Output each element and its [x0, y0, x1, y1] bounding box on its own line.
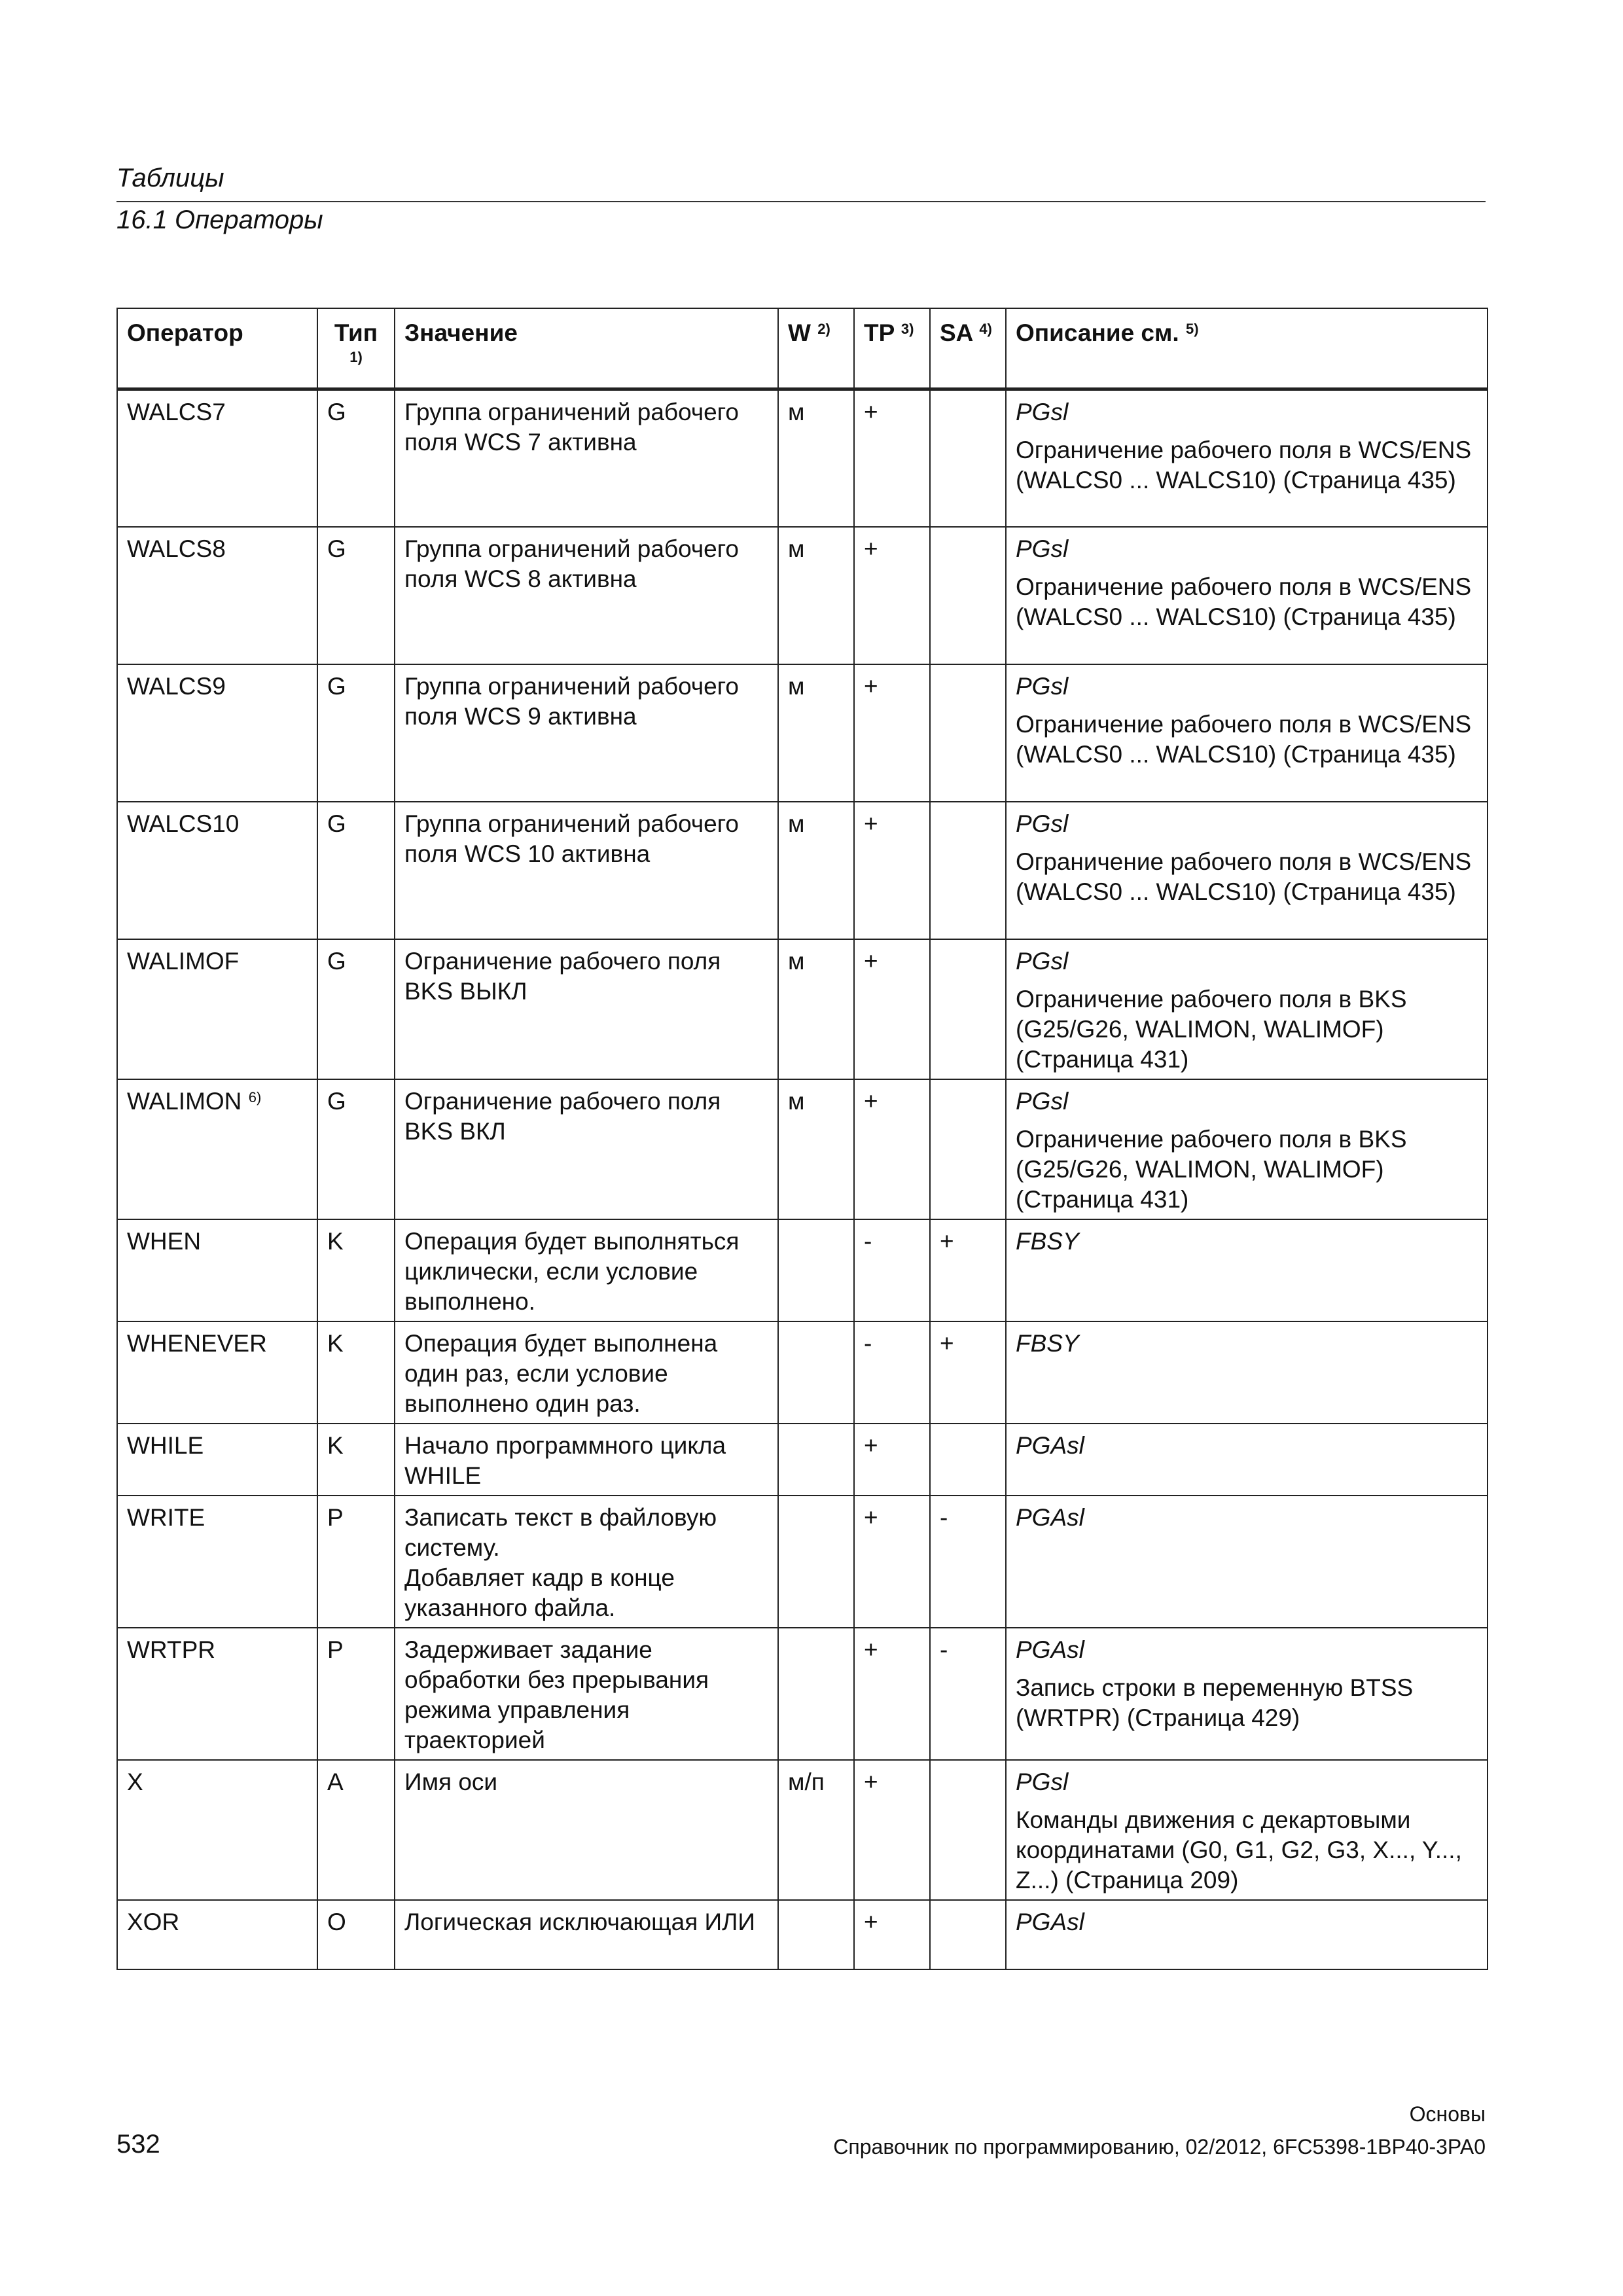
- w-cell: м: [778, 1079, 854, 1219]
- type-cell: P: [317, 1496, 395, 1628]
- description-cell: [1006, 939, 1488, 1079]
- table-header-row: [117, 308, 1488, 389]
- tp-cell: +: [854, 1079, 930, 1219]
- operator-cell: WALIMOF: [117, 939, 317, 1079]
- table-row: [117, 1628, 1488, 1760]
- tp-cell: +: [854, 1760, 930, 1900]
- description-cell: [1006, 1628, 1488, 1760]
- meaning-cell: Группа ограничений рабочего поля WCS 9 активна: [395, 664, 778, 802]
- reference-manual: PGsl: [1016, 947, 1069, 975]
- table-row: [117, 802, 1488, 939]
- operator-cell: WALCS7: [117, 389, 317, 527]
- description-cell: [1006, 1900, 1488, 1969]
- header-rule: [116, 201, 1486, 202]
- reference-manual: PGAsl: [1016, 1908, 1084, 1935]
- operator-cell: WALCS10: [117, 802, 317, 939]
- reference-manual: PGsl: [1016, 535, 1069, 562]
- tp-cell: +: [854, 527, 930, 664]
- reference-manual: PGsl: [1016, 810, 1069, 837]
- w-cell: м: [778, 802, 854, 939]
- tp-cell: +: [854, 939, 930, 1079]
- table-row: [117, 1900, 1488, 1969]
- operator-cell: XOR: [117, 1900, 317, 1969]
- reference-manual: PGsl: [1016, 1087, 1069, 1115]
- type-cell: G: [317, 939, 395, 1079]
- tp-cell: +: [854, 389, 930, 527]
- w-cell: м: [778, 939, 854, 1079]
- description-cell: [1006, 1219, 1488, 1321]
- table-row: [117, 1079, 1488, 1219]
- table-row: [117, 527, 1488, 664]
- chapter-title: Таблицы: [116, 164, 224, 192]
- meaning-cell: Группа ограничений рабочего поля WCS 8 активна: [395, 527, 778, 664]
- table-row: [117, 1424, 1488, 1496]
- reference-manual: PGsl: [1016, 672, 1069, 700]
- tp-cell: -: [854, 1321, 930, 1424]
- type-cell: G: [317, 527, 395, 664]
- sa-cell: +: [930, 1219, 1006, 1321]
- w-cell: [778, 1628, 854, 1760]
- operator-cell: WHILE: [117, 1424, 317, 1496]
- sa-cell: [930, 1424, 1006, 1496]
- reference-manual: PGsl: [1016, 399, 1069, 425]
- sa-cell: [930, 802, 1006, 939]
- table-row: [117, 1760, 1488, 1900]
- sa-cell: [930, 389, 1006, 527]
- reference-link[interactable]: Ограничение рабочего поля в BKS (G25/G26, WALIMON, WALIMOF) (Страница 431): [1016, 985, 1407, 1073]
- meaning-cell: Группа ограничений рабочего поля WCS 7 активна: [395, 389, 778, 527]
- table-row: [117, 389, 1488, 527]
- meaning-cell: Ограничение рабочего поля BKS ВКЛ: [395, 1079, 778, 1219]
- w-cell: м: [778, 389, 854, 527]
- operator-footnote: 6): [248, 1088, 262, 1105]
- col-header-w: W $^{2)}$: [778, 308, 854, 389]
- meaning-cell: Операция будет выполнена один раз, если условие выполнено один раз.: [395, 1321, 778, 1424]
- type-cell: G: [317, 664, 395, 802]
- reference-manual: FBSY: [1016, 1329, 1079, 1357]
- reference-link[interactable]: Ограничение рабочего поля в WCS/ENS (WALCS0 ... WALCS10) (Страница 435): [1016, 710, 1472, 768]
- sa-cell: [930, 1760, 1006, 1900]
- w-cell: [778, 1496, 854, 1628]
- operator-cell: X: [117, 1760, 317, 1900]
- meaning-cell: Записать текст в файловую систему. Добавляет кадр в конце указанного файла.: [395, 1496, 778, 1628]
- sa-cell: [930, 664, 1006, 802]
- tp-cell: -: [854, 1219, 930, 1321]
- table-row: [117, 1219, 1488, 1321]
- reference-link[interactable]: Команды движения с декартовыми координатами (G0, G1, G2, G3, X..., Y..., Z...) (Страница 209): [1016, 1806, 1462, 1893]
- meaning-cell: Операция будет выполняться циклически, если условие выполнено.: [395, 1219, 778, 1321]
- operator-cell: WHENEVER: [117, 1321, 317, 1424]
- sa-cell: [930, 939, 1006, 1079]
- sa-cell: [930, 1079, 1006, 1219]
- operators-table: [116, 308, 1488, 1970]
- section-title: 16.1 Операторы: [116, 206, 323, 234]
- description-cell: [1006, 664, 1488, 802]
- sa-cell: +: [930, 1321, 1006, 1424]
- description-cell: [1006, 1079, 1488, 1219]
- reference-manual: PGAsl: [1016, 1503, 1084, 1531]
- type-cell: K: [317, 1219, 395, 1321]
- type-cell: K: [317, 1424, 395, 1496]
- w-cell: [778, 1321, 854, 1424]
- description-cell: [1006, 802, 1488, 939]
- type-cell: K: [317, 1321, 395, 1424]
- reference-link[interactable]: Ограничение рабочего поля в BKS (G25/G26, WALIMON, WALIMOF) (Страница 431): [1016, 1125, 1407, 1213]
- sa-cell: -: [930, 1496, 1006, 1628]
- table-row: [117, 939, 1488, 1079]
- description-cell: [1006, 1760, 1488, 1900]
- meaning-cell: Ограничение рабочего поля BKS ВЫКЛ: [395, 939, 778, 1079]
- sa-cell: [930, 527, 1006, 664]
- description-cell: [1006, 1321, 1488, 1424]
- tp-cell: +: [854, 802, 930, 939]
- reference-link[interactable]: Запись строки в переменную BTSS (WRTPR) (Страница 429): [1016, 1674, 1414, 1731]
- tp-cell: +: [854, 1628, 930, 1760]
- footer-reference: Справочник по программированию, 02/2012, 6FC5398-1BP40-3PA0: [833, 2135, 1486, 2159]
- tp-cell: +: [854, 1900, 930, 1969]
- description-cell: [1006, 1424, 1488, 1496]
- page-number: 532: [116, 2130, 160, 2159]
- w-cell: [778, 1900, 854, 1969]
- meaning-cell: Группа ограничений рабочего поля WCS 10 активна: [395, 802, 778, 939]
- col-header-tp: TP $^{3)}$: [854, 308, 930, 389]
- description-cell: [1006, 1496, 1488, 1628]
- operator-cell: WRTPR: [117, 1628, 317, 1760]
- table-row: [117, 664, 1488, 802]
- operator-cell: WALIMON $^{6)}$: [117, 1079, 317, 1219]
- w-cell: м: [778, 527, 854, 664]
- type-cell: P: [317, 1628, 395, 1760]
- operator-cell: WRITE: [117, 1496, 317, 1628]
- operator-cell: WALCS8: [117, 527, 317, 664]
- reference-manual: FBSY: [1016, 1227, 1079, 1255]
- type-cell: G: [317, 1079, 395, 1219]
- tp-cell: +: [854, 1496, 930, 1628]
- col-header-meaning: Значение: [395, 308, 778, 389]
- description-cell: [1006, 527, 1488, 664]
- col-header-type: Тип 1): [317, 308, 395, 389]
- type-cell: G: [317, 802, 395, 939]
- w-cell: м: [778, 664, 854, 802]
- col-header-description: Описание см. $^{5)}$: [1006, 308, 1488, 389]
- table-row: [117, 1321, 1488, 1424]
- tp-cell: +: [854, 1424, 930, 1496]
- reference-manual: PGAsl: [1016, 1636, 1084, 1663]
- reference-link[interactable]: Ограничение рабочего поля в WCS/ENS (WALCS0 ... WALCS10) (Страница 435): [1016, 573, 1472, 630]
- w-cell: [778, 1219, 854, 1321]
- tp-cell: +: [854, 664, 930, 802]
- table-row: [117, 1496, 1488, 1628]
- reference-link[interactable]: Ограничение рабочего поля в WCS/ENS (WALCS0 ... WALCS10) (Страница 435): [1016, 848, 1472, 905]
- type-cell: A: [317, 1760, 395, 1900]
- footer-title: Основы: [1409, 2102, 1486, 2126]
- type-cell: O: [317, 1900, 395, 1969]
- reference-manual: PGAsl: [1016, 1431, 1084, 1459]
- w-cell: [778, 1424, 854, 1496]
- meaning-cell: Логическая исключающая ИЛИ: [395, 1900, 778, 1969]
- meaning-cell: Начало программного цикла WHILE: [395, 1424, 778, 1496]
- description-cell: [1006, 389, 1488, 527]
- w-cell: м/п: [778, 1760, 854, 1900]
- col-header-sa: SA $^{4)}$: [930, 308, 1006, 389]
- operator-cell: WALCS9: [117, 664, 317, 802]
- meaning-cell: Задерживает задание обработки без прерывания режима управления траекторией: [395, 1628, 778, 1760]
- col-header-operator: Оператор: [117, 308, 317, 389]
- reference-link[interactable]: Ограничение рабочего поля в WCS/ENS (WALCS0 ... WALCS10) (Страница 435): [1016, 437, 1472, 493]
- sa-cell: -: [930, 1628, 1006, 1760]
- type-cell: G: [317, 389, 395, 527]
- sa-cell: [930, 1900, 1006, 1969]
- operator-cell: WHEN: [117, 1219, 317, 1321]
- reference-manual: PGsl: [1016, 1768, 1069, 1795]
- meaning-cell: Имя оси: [395, 1760, 778, 1900]
